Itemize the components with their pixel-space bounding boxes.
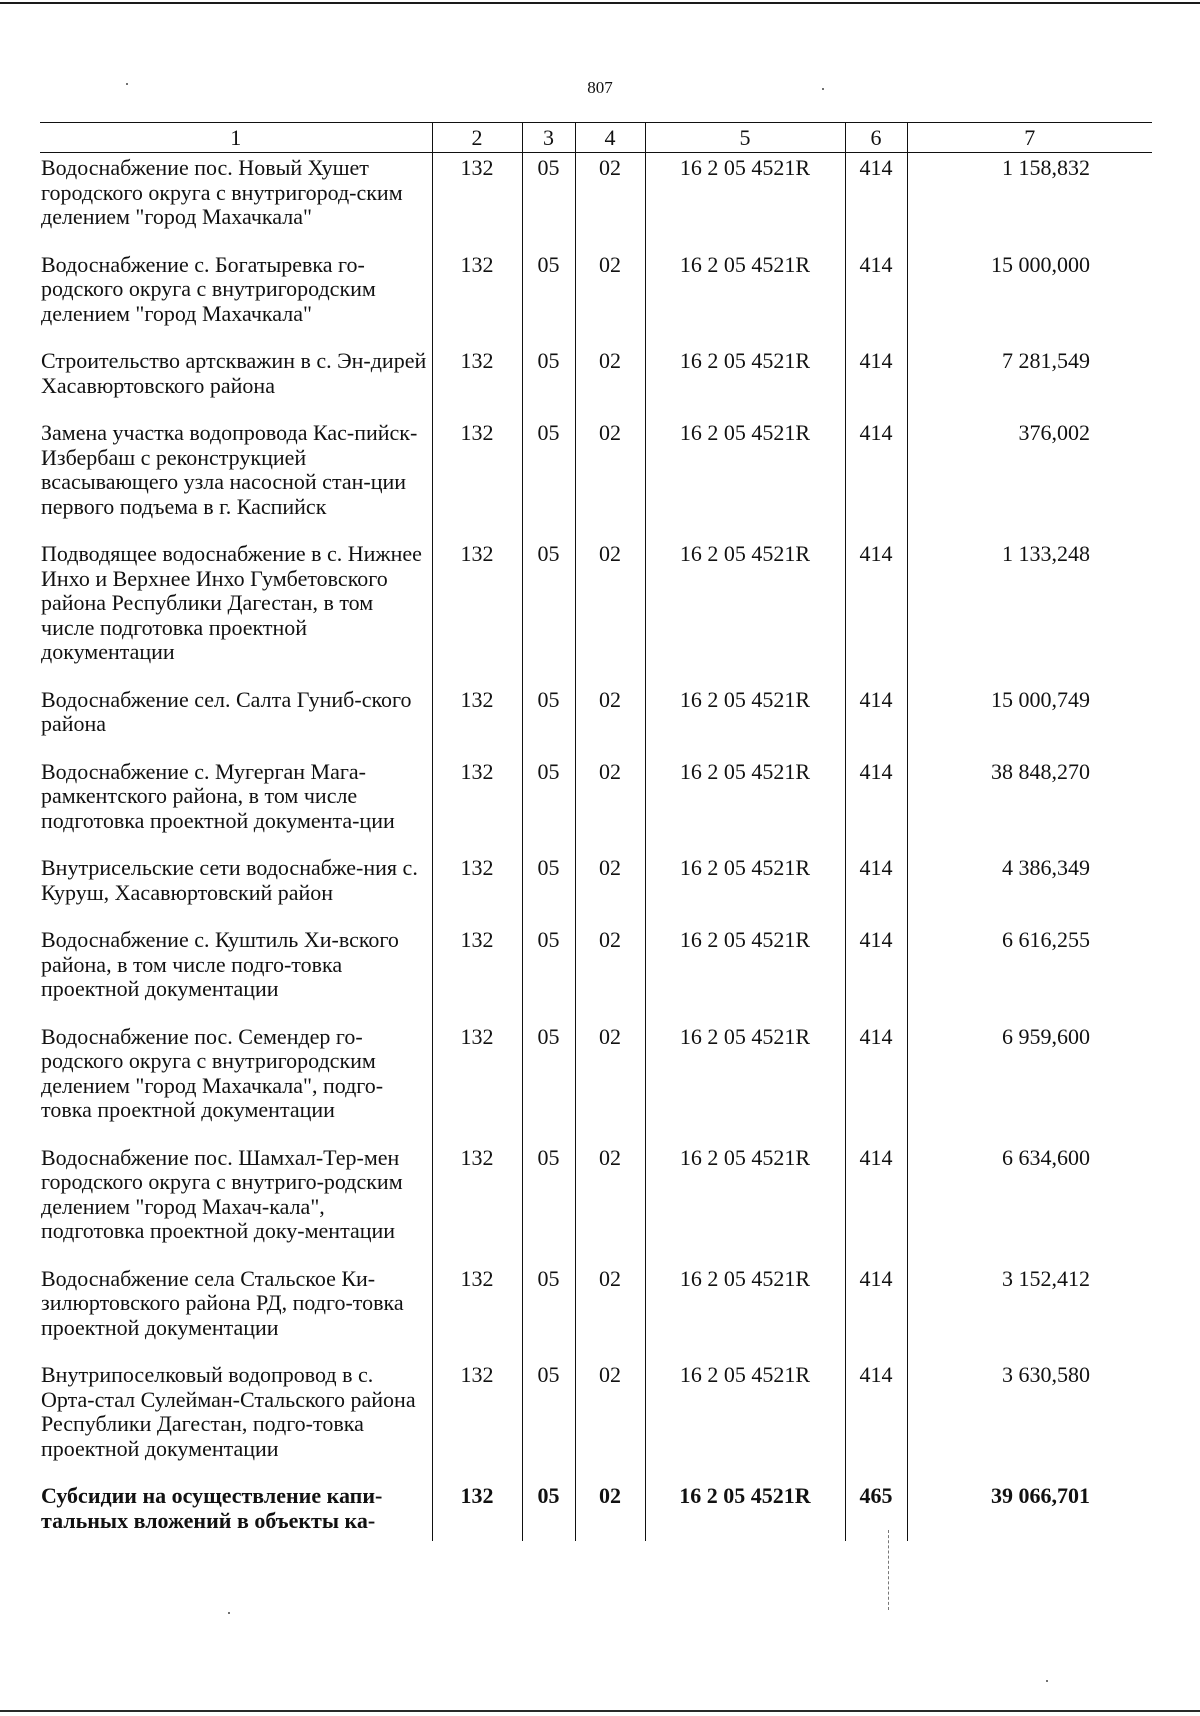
cell-col4: 02: [575, 346, 645, 418]
cell-amount: 1 133,248: [907, 539, 1152, 685]
cell-col5: 16 2 05 4521R: [645, 757, 845, 854]
cell-col6: 414: [845, 1022, 907, 1143]
table-row: [40, 1143, 1152, 1264]
cell-col2: 132: [432, 250, 522, 347]
cell-col2: 132: [432, 346, 522, 418]
column-header: 4: [575, 123, 645, 153]
cell-col4: 02: [575, 250, 645, 347]
column-header: 7: [907, 123, 1152, 153]
cell-col2: 132: [432, 418, 522, 539]
cell-col2: 132: [432, 1143, 522, 1264]
cell-col2: 132: [432, 853, 522, 925]
cell-amount: 7 281,549: [907, 346, 1152, 418]
cell-col5: 16 2 05 4521R: [645, 346, 845, 418]
cell-col6: 414: [845, 250, 907, 347]
cell-amount: 6 616,255: [907, 925, 1152, 1022]
cell-col2: 132: [432, 153, 522, 250]
cell-col3: 05: [522, 1143, 575, 1264]
cell-col3: 05: [522, 1264, 575, 1361]
column-header: 5: [645, 123, 845, 153]
cell-col4: 02: [575, 1481, 645, 1541]
column-header: 6: [845, 123, 907, 153]
cell-col3: 05: [522, 685, 575, 757]
scan-artifact: [888, 1530, 890, 1610]
cell-amount: 6 959,600: [907, 1022, 1152, 1143]
cell-col5: 16 2 05 4521R: [645, 539, 845, 685]
cell-col6: 465: [845, 1481, 907, 1541]
cell-col5: 16 2 05 4521R: [645, 1264, 845, 1361]
cell-col4: 02: [575, 757, 645, 854]
table-row: [40, 925, 1152, 1022]
cell-col6: 414: [845, 853, 907, 925]
column-header: 1: [40, 123, 432, 153]
cell-col4: 02: [575, 853, 645, 925]
cell-col4: 02: [575, 153, 645, 250]
cell-amount: 15 000,749: [907, 685, 1152, 757]
cell-col3: 05: [522, 346, 575, 418]
cell-col6: 414: [845, 346, 907, 418]
cell-col2: 132: [432, 1360, 522, 1481]
cell-col6: 414: [845, 757, 907, 854]
scan-edge-bottom: [0, 1710, 1200, 1712]
table-row-subtotal: [40, 1481, 1152, 1541]
cell-amount: 1 158,832: [907, 153, 1152, 250]
table-row: [40, 153, 1152, 250]
cell-amount: 4 386,349: [907, 853, 1152, 925]
cell-col6: 414: [845, 685, 907, 757]
cell-col3: 05: [522, 539, 575, 685]
cell-col3: 05: [522, 250, 575, 347]
cell-amount: 3 630,580: [907, 1360, 1152, 1481]
cell-col3: 05: [522, 853, 575, 925]
row-description: Подводящее водоснабжение в с. Нижнее Инхо и Верхнее Инхо Гумбетовского района Республики Дагестан, в том числе подготовка проектной документации: [41, 541, 422, 664]
cell-col5: 16 2 05 4521R: [645, 685, 845, 757]
scan-speck: [126, 83, 128, 85]
row-description: Субсидии на осуществление капи-тальных вложений в объекты ка-: [41, 1483, 383, 1533]
cell-col5: 16 2 05 4521R: [645, 1143, 845, 1264]
table-row: [40, 1360, 1152, 1481]
table-row: [40, 1022, 1152, 1143]
cell-col3: 05: [522, 925, 575, 1022]
scan-speck: [822, 88, 824, 90]
cell-col6: 414: [845, 925, 907, 1022]
table-row: [40, 685, 1152, 757]
row-description: Внутрисельские сети водоснабже-ния с. Куруш, Хасавюртовский район: [41, 855, 418, 905]
cell-col3: 05: [522, 1022, 575, 1143]
cell-col5: 16 2 05 4521R: [645, 1481, 845, 1541]
cell-col4: 02: [575, 1022, 645, 1143]
cell-amount: 3 152,412: [907, 1264, 1152, 1361]
row-description: Водоснабжение пос. Новый Хушет городского округа с внутригород-ским делением "город Махачкала": [41, 155, 403, 229]
cell-col2: 132: [432, 1022, 522, 1143]
row-description: Водоснабжение села Стальское Ки-зилюртовского района РД, подго-товка проектной документации: [41, 1265, 404, 1340]
scan-edge-top: [0, 2, 1200, 4]
page-number: 807: [587, 78, 613, 97]
cell-col6: 414: [845, 1143, 907, 1264]
cell-col5: 16 2 05 4521R: [645, 925, 845, 1022]
row-description: Водоснабжение сел. Салта Гуниб-ского района: [41, 686, 412, 736]
cell-col6: 414: [845, 1360, 907, 1481]
cell-col3: 05: [522, 757, 575, 854]
cell-col6: 414: [845, 1264, 907, 1361]
cell-col4: 02: [575, 418, 645, 539]
cell-amount: 6 634,600: [907, 1143, 1152, 1264]
cell-amount: 376,002: [907, 418, 1152, 539]
cell-col5: 16 2 05 4521R: [645, 250, 845, 347]
cell-col4: 02: [575, 1264, 645, 1361]
row-description: Водоснабжение пос. Семендер го-родского округа с внутригородским делением "город Махачкала", подго-товка проектной документации: [41, 1023, 384, 1122]
table-row: [40, 250, 1152, 347]
cell-col4: 02: [575, 925, 645, 1022]
row-description: Водоснабжение пос. Шамхал-Тер-мен городского округа с внутриго-родским делением "город Махач-кала", подготовка проектной доку-ментации: [41, 1144, 403, 1243]
table-row: [40, 853, 1152, 925]
cell-col3: 05: [522, 418, 575, 539]
table-row: [40, 1264, 1152, 1361]
cell-col4: 02: [575, 1143, 645, 1264]
cell-col2: 132: [432, 925, 522, 1022]
table-row: [40, 346, 1152, 418]
cell-col4: 02: [575, 685, 645, 757]
cell-col2: 132: [432, 539, 522, 685]
cell-col5: 16 2 05 4521R: [645, 153, 845, 250]
scan-speck: [1046, 1680, 1048, 1682]
cell-col6: 414: [845, 153, 907, 250]
cell-col2: 132: [432, 757, 522, 854]
row-description: Водоснабжение с. Куштиль Хи-вского района, в том числе подго-товка проектной документации: [41, 927, 399, 1001]
cell-col3: 05: [522, 1360, 575, 1481]
cell-col6: 414: [845, 539, 907, 685]
table-row: [40, 418, 1152, 539]
row-description: Внутрипоселковый водопровод в с. Орта-стал Сулейман-Стальского района Республики Дагестан, подго-товка проектной документации: [41, 1362, 416, 1461]
row-description: Водоснабжение с. Богатыревка го-родского округа с внутригородским делением "город Махачкала": [41, 251, 376, 326]
scan-speck: [228, 1612, 230, 1614]
cell-col5: 16 2 05 4521R: [645, 853, 845, 925]
row-description: Замена участка водопровода Кас-пийск-Избербаш с реконструкцией всасывающего узла насосной стан-ции первого подъема в г. Каспийск: [41, 420, 418, 519]
cell-col3: 05: [522, 153, 575, 250]
budget-table: [40, 122, 1152, 1541]
row-description: Водоснабжение с. Мугерган Мага-рамкентского района, в том числе подготовка проектной документа-ции: [41, 758, 395, 833]
table-row: [40, 539, 1152, 685]
column-header: 2: [432, 123, 522, 153]
cell-col2: 132: [432, 685, 522, 757]
cell-col5: 16 2 05 4521R: [645, 418, 845, 539]
cell-col2: 132: [432, 1264, 522, 1361]
cell-amount: 38 848,270: [907, 757, 1152, 854]
column-header: 3: [522, 123, 575, 153]
cell-col5: 16 2 05 4521R: [645, 1022, 845, 1143]
cell-col3: 05: [522, 1481, 575, 1541]
cell-col4: 02: [575, 539, 645, 685]
cell-col4: 02: [575, 1360, 645, 1481]
cell-amount: 15 000,000: [907, 250, 1152, 347]
table-header-row: [40, 123, 1152, 153]
row-description: Строительство артскважин в с. Эн-дирей Хасавюртовского района: [41, 348, 427, 398]
cell-amount: 39 066,701: [907, 1481, 1152, 1541]
cell-col6: 414: [845, 418, 907, 539]
cell-col5: 16 2 05 4521R: [645, 1360, 845, 1481]
cell-col2: 132: [432, 1481, 522, 1541]
table-row: [40, 757, 1152, 854]
